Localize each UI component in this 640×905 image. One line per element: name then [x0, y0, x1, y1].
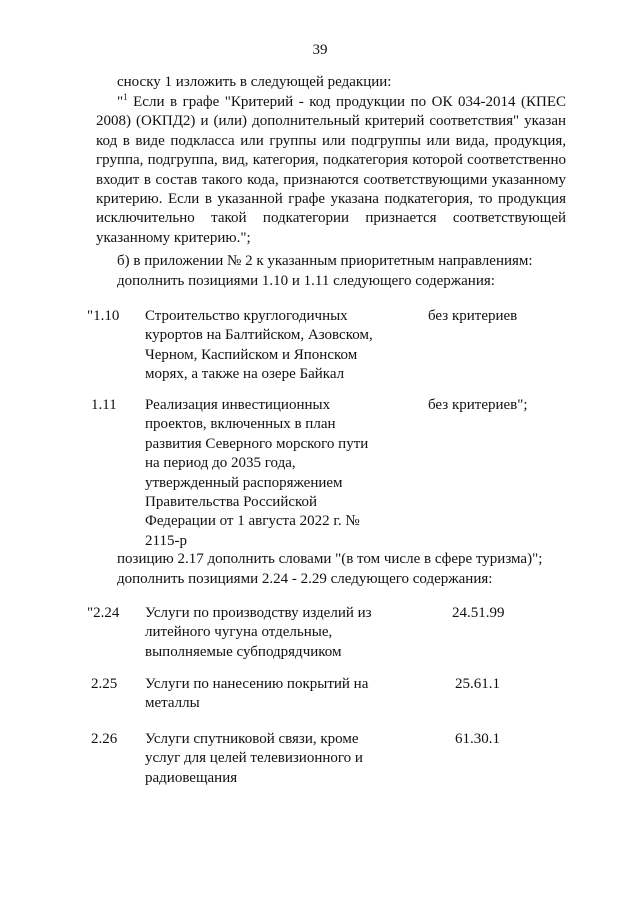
appendix-line: б) в приложении № 2 к указанным приоритетным направлениям:	[117, 253, 533, 269]
intro-line: сноску 1 изложить в следующей редакции:	[117, 74, 392, 90]
position-description: Услуги по нанесению покрытий на металлы	[145, 676, 369, 712]
position-criterion: без критериев";	[428, 397, 528, 413]
position-number: "2.24	[87, 605, 120, 621]
position-number: 1.11	[91, 397, 117, 413]
footnote-text: Если в графе "Критерий - код продукции по ОК 034-2014 (КПЕС 2008) (ОКПД2) и (или) дополнительный критерий соответствия" указан код в виде подкласса или группы или подгруппы или вида, продукция, группа, подгруппа, вид, категория, подкатегория которой соответственно входит в состав такого кода, признаются соответствующими указанному критерию. Если в указанной графе указана подкатегория, то продукция исключительно такой подкатегории признается соответствующей указанному критерию.";	[96, 94, 566, 246]
footnote-mark: 1	[123, 92, 128, 102]
position-code: 24.51.99	[452, 605, 505, 621]
footnote-quote: "	[117, 94, 124, 110]
position-description: Услуги спутниковой связи, кроме услуг для целей телевизионного и радиовещания	[145, 731, 363, 786]
position-code: 61.30.1	[455, 731, 500, 747]
position-code: 25.61.1	[455, 676, 500, 692]
position-number: "1.10	[87, 308, 120, 324]
position-description: Реализация инвестиционных проектов, включенных в план развития Северного морского пути на период до 2035 года, утвержденный распоряжением Правительства Российской Федерации от 1 августа 2022 г. № 2115-р	[145, 397, 369, 549]
add-positions-line-2: дополнить позициями 2.24 - 2.29 следующего содержания:	[117, 571, 493, 587]
position-number: 2.25	[91, 676, 118, 692]
position-description: Строительство круглогодичных курортов на Балтийском, Азовском, Черном, Каспийском и Японском морях, а также на озере Байкал	[145, 308, 373, 383]
footnote-paragraph	[96, 93, 566, 248]
page-number: 39	[312, 42, 328, 58]
position-217-line: позицию 2.17 дополнить словами "(в том числе в сфере туризма)";	[117, 551, 543, 567]
position-number: 2.26	[91, 731, 118, 747]
add-positions-line: дополнить позициями 1.10 и 1.11 следующего содержания:	[117, 273, 495, 289]
position-description: Услуги по производству изделий из литейного чугуна отдельные, выполняемые субподрядчиком	[145, 605, 372, 660]
position-criterion: без критериев	[428, 308, 518, 324]
